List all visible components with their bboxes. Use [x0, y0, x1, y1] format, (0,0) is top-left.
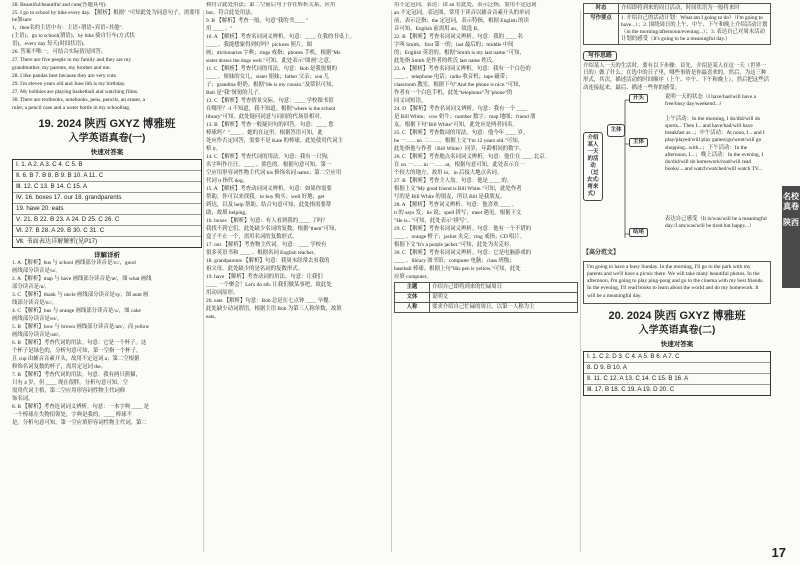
text-line: 25. I go to school by bike every day. 【解析】根据" "可知此处为同意句子，需要用be加sure	[12, 10, 200, 24]
text-line: 此处缺少动词谓语，根据主语 Bob 为第三人称单数，故填	[206, 306, 342, 312]
text-line: 在 on 一……in 一……at。根据句意可知，此处表示在一	[394, 162, 525, 168]
text-line: 需用代词主格，第二空应用形容词性物主代词修	[12, 388, 126, 395]
table-header-cell: 文体	[395, 293, 430, 303]
text-line: eats。	[206, 314, 220, 320]
column-divider	[203, 10, 204, 552]
section-subtitle: 入学英语真卷(一)	[68, 133, 146, 145]
text-line: 画线部分读音是/eɪ/。	[12, 316, 63, 323]
text-line: 修饰名词复数的杯子，需用定冠词 the。	[12, 364, 107, 371]
text-line: 画线部分读音是/u/。	[12, 268, 61, 275]
text-line: 帮助，你可以来找我。to buy 购买；well 好地；get	[206, 194, 325, 200]
table-row	[584, 14, 771, 45]
text-line: 18. grandparents 【解析】句意：我周末经常去看我的	[206, 258, 330, 264]
column-2	[206, 2, 390, 322]
text-line: 25. C 【解析】考查数词的用法。句意：他今年 ____ 岁。	[394, 130, 529, 136]
text-line: 根据下文"It's a purple jacket."可知，此处为夹克衫。	[394, 242, 515, 248]
column-divider	[580, 10, 581, 552]
text-line: ____ 一个聚会！Let's do sth. 让我们做某事吧，故此处	[206, 282, 332, 288]
answer-row: Ⅳ. 16. boxes 17. our 18. grandparents	[13, 193, 201, 204]
answer-row: Ⅴ. 21. B 22. B 23. A 24. D 25. C 26. C	[13, 215, 201, 226]
text-line: ____ 。orange 橙子；jacket 夹克；ring 戒指；CD 唱片。	[394, 234, 526, 240]
text-line: 根据上文"My good friend is Bill White."可知，此处作者	[394, 186, 522, 192]
outline-opening-label: 开头	[629, 94, 648, 103]
table-cell: 介绍即将到来的周日活动，时间状语为一般将来时	[619, 4, 771, 14]
text-line: 30. C 【解析】考查名词词义辨析。句意：它是电脑游戏的	[394, 250, 532, 256]
column-divider	[391, 10, 392, 552]
text-line: 27. B 【解析】考查主人翁。句意：他是 ____ 的。	[394, 178, 513, 184]
text-line: sister draws the dogs well."可知，此处表示"图画"之意。	[206, 58, 335, 64]
answer-row: Ⅱ. 11. C 12. A 13. C 14. C 15. B 16. A	[584, 374, 770, 385]
text-line: 19. have 【解析】考查动词的用法。句意：让我们	[206, 274, 323, 280]
text-line: library"可知，此处疑问词意与词间的代场景相对。	[206, 114, 325, 120]
text-line: 27. My hobbies are playing basketball and watching films.	[12, 89, 139, 96]
text-line: 前，表示泛指；the 定冠词，表示特指，根据 English 的读	[394, 18, 529, 24]
text-line: 12. C 【解析】考查情景交际。句意：____ 学校图书馆	[206, 98, 334, 104]
answer-row: Ⅲ. 12. C 13. B 14. C 15. A	[13, 182, 201, 193]
outline-ending-text: 表达自己感受（It is/was/will be a meaningful day./I am/was/will be tired but happy...）	[665, 215, 767, 230]
column-3	[394, 2, 578, 316]
side-tab-line1: 名校真卷	[783, 192, 799, 211]
text-line: 很多英语书和 ____ 。根据名词 English teacher。	[206, 250, 319, 256]
text-line: 祖父母。此处缺少的是名词的复数形式。	[206, 266, 304, 272]
text-line: 3. C 【解析】thank 与 uncle 画线部分读音是/ŋ/，图 aunt 画	[12, 292, 149, 299]
outline-topic: 介绍某人一天的活动（过去式/将来式）	[583, 132, 603, 201]
quick-answer-label: 快速对答案	[660, 340, 694, 348]
outline-body-label: 主体	[629, 138, 648, 147]
answer-row: Ⅰ. 1. C 2. D 3. C 4. A 5. B 6. A 7. C	[584, 352, 770, 363]
outline-ending-label: 结尾	[629, 228, 648, 237]
text-line: 友。根据下句"Bill White"可知，此处应是两者同名。	[394, 122, 518, 128]
table-cell: 说明文	[430, 293, 578, 303]
column-1	[12, 2, 202, 428]
text-line: 28. A 【解析】考查词义辨析。句意：他喜欢 ____ 。	[394, 202, 518, 208]
text-line: 部分读音是/ɒ/。	[12, 284, 51, 291]
text-line: 个较大的地方，故用 in。in 后接大地点名词。	[394, 170, 503, 176]
text-line: (主语)，go to school(谓语)，by bike 骑自行车(方式状	[12, 33, 135, 40]
text-line: 作者有一个白色手机，此处"telephone"为"phone"的	[394, 90, 513, 96]
text-line: 应填 computer。	[394, 274, 432, 280]
text-line: 我找不到它们。此处缺少名词的复数。根据"them"可知，	[206, 226, 340, 232]
text-line: 20. eats 【解析】句意：Bob 总是在七点钟 ____ 早餐。	[206, 298, 334, 304]
table-row	[395, 303, 578, 313]
text-line: 字叫 Smith。first 第一的；last 最后的；middle 中间	[394, 42, 514, 48]
column-4	[583, 2, 771, 399]
writing-intro: 介绍某人一天的生活时，要有以下步骤：首先，介绍是某人在这一天（世界一日的）做了什么。在选中的日子里，哪些事情是你最喜欢的。然后，为这三种形式，其次，描述活动的时间顺序（上午、中午、下午和晚上），然后把这些活动连接起来，最后，描述一些你的感受。	[583, 63, 769, 91]
text-line: 此处指他与作者（Bill White）同岁，年龄相同的数字。	[394, 146, 525, 152]
section-title: 19. 2024 陕西 GXYZ 博雅班	[38, 118, 176, 131]
text-line: ____ 。姐妹的女儿，sister 姐妹；father 父亲；son 儿	[206, 74, 330, 80]
text-line: 28. Beautiful/beautiful and cute(答题具句).	[12, 2, 107, 8]
side-tab-line2: 陕西	[783, 218, 799, 227]
text-line: ____ 。我能想象得到好吗？pictures 照片，图	[206, 42, 313, 48]
text-line: 11. C 【解析】考查代词的用法。句意：Bob 是我舅舅的	[206, 66, 337, 72]
text-line: grandmother, my parents, my brother and me.	[12, 65, 111, 72]
text-line: but。符合此处用法。	[206, 10, 257, 16]
text-line: Bob 是"我"舅舅的儿子。	[206, 90, 264, 96]
answer-row: 8. D 9. B 10. A	[584, 363, 770, 374]
text-line: 棒球吗？"____ 。她的在这里。根据答语可知，此	[206, 130, 323, 136]
text-line: 30. There are textbooks, notebooks, pens, pencils, an eraser, a	[12, 97, 146, 104]
text-line: 处应作否定回答，需要不是 Kate 的棒球。此处使用代词主	[206, 138, 343, 144]
table-header-cell: 人称	[395, 303, 430, 313]
table-cell: 介绍自己即将到来的忙碌周日	[430, 283, 578, 293]
text-line: 且 cup 由辅音音素开头，故用不定冠词 a；第二空根据	[12, 356, 140, 363]
table-header-cell: 写作要点	[584, 14, 619, 45]
text-line: 13. B 【解析】考查一般疑问句的回答。句意：____ 您	[206, 122, 334, 128]
text-line: 此处指 Smith 是作者的姓氏 last name 姓氏。	[394, 58, 498, 64]
text-line: 26. 答案不唯一，可结合实际情况回答。	[12, 49, 107, 56]
text-line: 29. I'm eleven years old and June 6th is my birthday.	[12, 81, 126, 88]
text-line: 代词 it 指代 dog。	[206, 178, 249, 184]
table-row	[584, 4, 771, 14]
outline-main: 主体	[607, 124, 625, 137]
text-line: 空应用形容词性物主代词 his 修饰名词 name；第二空应用	[206, 170, 342, 176]
text-line: 到达，以及 help 帮助。结合句意可知，此处指需要帮	[206, 202, 332, 208]
text-line: 是。分析句意可知，第一空应填形容词性物主代词，第二	[12, 420, 147, 427]
text-line: 只有 4 岁，但 ____ 现在很胖。分析句意可知，空	[12, 380, 128, 387]
answer-row: Ⅰ. 1. A 2. A 3. C 4. C 5. B	[13, 160, 201, 171]
text-line: 10. A 【解析】考查名词词义辨析。句意：____ 在我的书桌上。	[206, 34, 355, 40]
section-subtitle: 入学英语真卷(二)	[638, 324, 716, 336]
outline-opening-text: 说明一天的状态（I have/had/will have a free/busy day/weekend...）	[665, 93, 756, 108]
text-line: 用 ____ 。"	[206, 26, 233, 32]
text-line: 在哪里？-I 不知道，我不知道。根据"where is the school	[206, 106, 336, 112]
text-line: 17. our 【解析】考查物主代词。句意：____ 学校有	[206, 242, 327, 248]
topic-table	[394, 282, 578, 313]
answer-box	[583, 351, 771, 396]
side-tab	[782, 186, 800, 288]
table-header-cell: 主题	[395, 283, 430, 293]
text-line: 格 it。	[206, 146, 222, 152]
text-line: 同义词短语。	[394, 98, 427, 104]
text-line: 用不定冠词，表达：由 an 在此处，表示泛指，需用不定冠词	[394, 2, 537, 8]
text-line: 28. I like pandas best because they are very cute.	[12, 73, 118, 80]
text-line: 7. B 【解析】考查代词的用法。句意：我有两只熊猫，	[12, 372, 141, 379]
text-line: 23. A 【解析】考查名词词义辨析。句意：我有一个白色的	[394, 66, 531, 72]
text-line: 4. C 【解析】bus 与 orange 画线部分读音是/ʌ/，图 cake	[12, 308, 141, 315]
table-row	[395, 283, 578, 293]
table-header-cell: 时态	[584, 4, 619, 14]
text-line: an 不定冠词，表达图，常用于读音以辅音音素开头的单词	[394, 10, 530, 16]
text-line: 26. C 【解析】考查地点名词词义辨析。句意：他住在 ____ 北京。	[394, 154, 550, 160]
text-line: 线部分读音是/ɑ:/。	[12, 300, 58, 307]
text-line: 语)，every day 每天(时间状语)。	[12, 41, 89, 48]
text-line: 助，故填 helping。	[206, 210, 251, 216]
text-line: he 一……no 二……。根据上文"I'm 12 years old."可知，	[394, 138, 524, 144]
text-line: 音可知，English 前需用 an。故选 B。	[394, 26, 483, 32]
text-line: 14. C 【解析】考查代词的用法。句意：我有一只狗，	[206, 154, 333, 160]
detail-lines	[12, 260, 202, 427]
text-line: 2. A 【解析】map 与 have 画线部分读音是/æ/，图 what 画线	[12, 276, 152, 283]
text-line: 画；dictionaries 字典；rings 戒指；phones 手机。根据"Ms	[206, 50, 341, 56]
text-line: 和符合此处用法；第二空前后句子存在转折关系，应用	[206, 2, 336, 8]
section-title: 20. 2024 陕西 GXYZ 博雅班	[608, 309, 746, 322]
answer-row: Ⅶ. 书面表达详解解析(见P17)	[16, 238, 98, 246]
text-line: 22. B 【解析】考查名词词义辨析。句意：我的 ____ 名	[394, 34, 523, 40]
text-line: 8. B 【解析】考查连词词义辨析。句意：一本字典 ____ 是	[12, 404, 150, 411]
outline-brace-icon	[583, 94, 673, 244]
text-line: baseball 棒球。根据上句"His pen is yellow."可知，此处	[394, 266, 521, 272]
text-line: 1，then名的主语中有：主语+谓语+宾语+其他".	[12, 25, 123, 32]
text-line: it 的 says 发；lie 说；spell 拼写；meet 遇见。根据下文	[394, 210, 522, 216]
detail-label: 详解详析	[94, 252, 120, 260]
text-line: ____ 。library 图书馆；computer 电脑；class 班级；	[394, 258, 515, 264]
text-line: 6. B 【解析】考查代词的用法。句意：它是一个杯子。这	[12, 340, 147, 347]
outline-body-text: 上午活动：In the morning, I do/did/will do sports... Then I... and have/had/will have breakfast at...；中午活动：At noon, I... and I play/played/will play games/go/went/will go shopping...with...；下午活动：In the afternoon, I... ；晚上活动：In the evening, I do/did/will do homework/read/will read books/... and watch/watched/will watch TV...	[665, 115, 765, 173]
table-cell: 要求介绍自己忙碌的周日，以第一人称为主	[430, 303, 578, 313]
col1-top-lines	[12, 2, 202, 112]
model-essay-text: I'm going to have a busy Sunday. In the morning, I'll go to the park with my parents and we'll have a picnic there. We will take many beautiful photos. In the afternoon, I'm going to play ping-pong and go to the cinema with my best friends. In the evening, I'll read books to learn about the world and do my homework. It will be a meaningful day.	[587, 263, 764, 299]
text-line: "He is..."可知，此处表示"拼写"。	[394, 218, 472, 224]
answer-row: Ⅲ. 17. B 18. C 19. A 19. D 20. C	[587, 385, 675, 393]
text-line: 16. boxes 【解析】句意：有人看到我的 ____ 了吗？	[206, 218, 328, 224]
text-line: 个杯子是绿色的，分析句意可知，第一空指一个杯子，	[12, 348, 142, 355]
text-line: 盒子不止一个，需用名词的复数形式。	[206, 234, 298, 240]
text-line: 饰名词。	[12, 396, 34, 403]
text-line: 29. C 【解析】考查名词词义辨析。句意：他有一个不错的	[394, 226, 532, 232]
table-cell: 1. 介绍自己的活动计划：What am I going to do?（I'm going to have...）；2. 围绕周日的上午、中午、下午和晚上介绍活动计划（in the morning/afternoon/evening...）；3. 表达自己对周末活动计划的感受（It's going to be a meaningful day.）	[619, 14, 771, 45]
writing-idea-label: 写作思路	[583, 51, 617, 61]
text-line: 5. B 【解析】how 与 brown 画线部分读音是/aʊ/，而 yellow	[12, 324, 150, 331]
writing-table	[583, 3, 771, 45]
text-line: classroom 教室。根据下句"And the phone is nice."可知，	[394, 82, 524, 88]
answer-row: Ⅱ. 6. B 7. B 8. B 9. B 10. A 11. C	[13, 171, 201, 182]
text-line: 是 Bill White。cow 奶牛；number 数字；map 地图；friend 朋	[394, 114, 536, 120]
text-line: ruler, a pencil case and a water bottle in my schoolbag.	[12, 105, 131, 112]
text-line: 子；grandma 奶奶。根据"He is my cousin."及常识可知，	[206, 82, 337, 88]
model-essay	[583, 261, 771, 304]
answer-row: 19. have 20. eats	[13, 204, 201, 215]
text-line: 1. A 【解析】bus 与 school 画线部分读音是/u:/，good	[12, 260, 136, 267]
text-line: 27. There are five people in my family and they are my	[12, 57, 132, 64]
text-line: 画线部分读音是/əʊ/。	[12, 332, 64, 339]
text-line: 一个棒球在失物招领处，字典是我的，____ 棒球不	[12, 412, 132, 419]
model-essay-label: 【高分范文】	[583, 249, 620, 256]
text-line: 的；English 英语的。根据"Smith is my last name."可知，	[394, 50, 525, 56]
text-line: 15. A 【解析】考查动词词义辨析。句意：如果你需要	[206, 186, 332, 192]
text-line: ____ 。telephone 电话；radio 收音机；tape 磁带；	[394, 74, 511, 80]
answer-box	[12, 159, 202, 248]
quick-answer-label: 快速对答案	[90, 149, 124, 157]
page-number: 17	[771, 545, 786, 560]
writing-outline	[583, 94, 771, 244]
text-line: 24. D 【解析】考查名词词义辨析。句意：我有一个 ____	[394, 106, 528, 112]
text-line: 用动词原形。	[206, 290, 239, 296]
table-row	[395, 293, 578, 303]
answer-row: Ⅵ. 27. B 28. A 29. B 30. C 31. C	[13, 226, 201, 237]
text-line: 写的是 Bill White 的朋友，所以 Bill 是我朋友。	[394, 194, 506, 200]
text-line: 名字叫作汪汪。____ 。熊色的。根据句意可知，第一	[206, 162, 332, 168]
text-line: 9. B 【解析】考查一般。句意"我的书____ "	[206, 18, 309, 24]
